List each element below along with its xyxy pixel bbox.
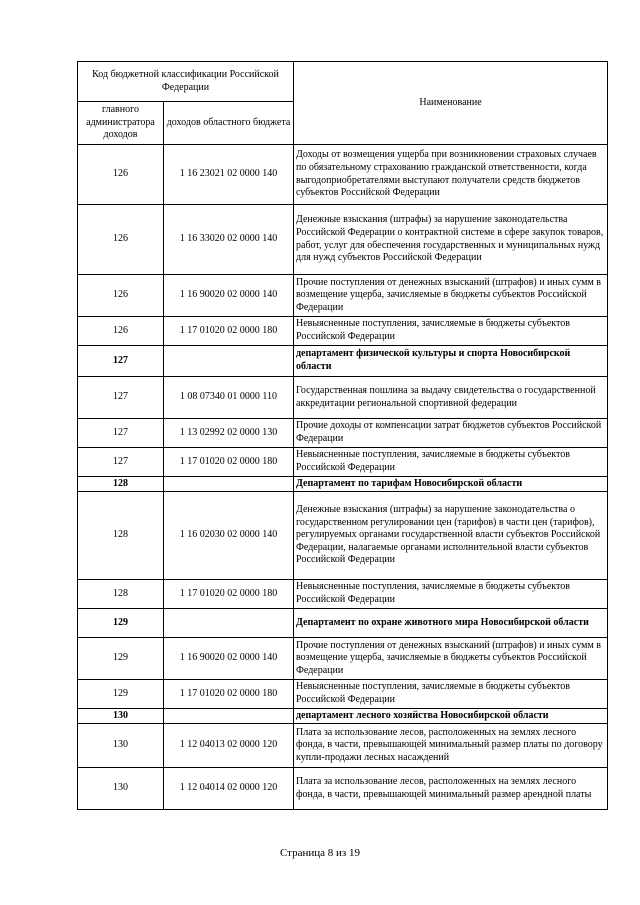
name-cell: Прочие поступления от денежных взысканий (штрафов) и иных сумм в возмещение ущерба, зачисляемые в бюджеты субъектов Российской Федерации — [294, 638, 608, 680]
budget-classification-table — [77, 61, 608, 810]
table-body — [78, 145, 608, 810]
admin-code-cell: 128 — [78, 477, 164, 492]
department-row — [78, 709, 608, 724]
name-cell: департамент физической культуры и спорта Новосибирской области — [294, 346, 608, 377]
admin-code-cell: 126 — [78, 317, 164, 346]
admin-code-cell: 126 — [78, 145, 164, 205]
revenue-code-cell: 1 16 90020 02 0000 140 — [164, 275, 294, 317]
name-cell: Денежные взыскания (штрафы) за нарушение законодательства Российской Федерации о контрактной системе в сфере закупок товаров, работ, услуг для обеспечения государственных и муниципальных нужд для нужд субъектов Российской Федерации — [294, 205, 608, 275]
department-row — [78, 609, 608, 638]
name-cell: Невыясненные поступления, зачисляемые в бюджеты субъектов Российской Федерации — [294, 448, 608, 477]
admin-code-cell: 129 — [78, 638, 164, 680]
admin-code-cell: 129 — [78, 680, 164, 709]
admin-code-cell: 130 — [78, 709, 164, 724]
table-row — [78, 638, 608, 680]
revenue-code-cell: 1 16 33020 02 0000 140 — [164, 205, 294, 275]
name-cell: Департамент по охране животного мира Новосибирской области — [294, 609, 608, 638]
revenue-code-cell: 1 17 01020 02 0000 180 — [164, 680, 294, 709]
revenue-code-cell — [164, 346, 294, 377]
table-row — [78, 680, 608, 709]
name-cell: Плата за использование лесов, расположенных на землях лесного фонда, в части, превышающей минимальный размер платы по договору купли-продажи лесных насаждений — [294, 724, 608, 768]
admin-code-cell: 126 — [78, 205, 164, 275]
table-row — [78, 275, 608, 317]
header-chief-administrator: главного администратора доходов — [78, 102, 164, 145]
table-row — [78, 580, 608, 609]
revenue-code-cell: 1 12 04014 02 0000 120 — [164, 768, 294, 810]
name-cell: Департамент по тарифам Новосибирской области — [294, 477, 608, 492]
table-row — [78, 317, 608, 346]
name-cell: Прочие поступления от денежных взысканий (штрафов) и иных сумм в возмещение ущерба, зачисляемые в бюджеты субъектов Российской Федерации — [294, 275, 608, 317]
revenue-code-cell: 1 17 01020 02 0000 180 — [164, 317, 294, 346]
revenue-code-cell — [164, 709, 294, 724]
table-row — [78, 377, 608, 419]
revenue-code-cell: 1 17 01020 02 0000 180 — [164, 448, 294, 477]
header-budget-code-group: Код бюджетной классификации Российской Федерации — [78, 62, 294, 102]
admin-code-cell: 127 — [78, 346, 164, 377]
name-cell: Невыясненные поступления, зачисляемые в бюджеты субъектов Российской Федерации — [294, 580, 608, 609]
name-cell: Прочие доходы от компенсации затрат бюджетов субъектов Российской Федерации — [294, 419, 608, 448]
name-cell: Доходы от возмещения ущерба при возникновении страховых случаев по обязательному страхованию гражданской ответственности, когда выгодоприобретателями выступают получатели средств бюджетов субъектов Российской Федерации — [294, 145, 608, 205]
department-row — [78, 477, 608, 492]
revenue-code-cell: 1 13 02992 02 0000 130 — [164, 419, 294, 448]
admin-code-cell: 128 — [78, 492, 164, 580]
revenue-code-cell: 1 12 04013 02 0000 120 — [164, 724, 294, 768]
table-row — [78, 724, 608, 768]
revenue-code-cell: 1 16 23021 02 0000 140 — [164, 145, 294, 205]
revenue-code-cell: 1 08 07340 01 0000 110 — [164, 377, 294, 419]
admin-code-cell: 127 — [78, 419, 164, 448]
name-cell: Государственная пошлина за выдачу свидетельства о государственной аккредитации региональной спортивной федерации — [294, 377, 608, 419]
admin-code-cell: 126 — [78, 275, 164, 317]
name-cell: Денежные взыскания (штрафы) за нарушение законодательства о государственном регулировании цен (тарифов) в части цен (тарифов), регулируемых органами государственной власти субъектов Российской Федерации, налагаемые органами исполнительной власти субъектов Российской Федерации — [294, 492, 608, 580]
table-row — [78, 768, 608, 810]
name-cell: Невыясненные поступления, зачисляемые в бюджеты субъектов Российской Федерации — [294, 680, 608, 709]
admin-code-cell: 130 — [78, 724, 164, 768]
revenue-code-cell: 1 17 01020 02 0000 180 — [164, 580, 294, 609]
revenue-code-cell: 1 16 90020 02 0000 140 — [164, 638, 294, 680]
admin-code-cell: 127 — [78, 448, 164, 477]
table-row — [78, 448, 608, 477]
table-row — [78, 419, 608, 448]
table-row — [78, 492, 608, 580]
name-cell: Невыясненные поступления, зачисляемые в бюджеты субъектов Российской Федерации — [294, 317, 608, 346]
header-regional-revenue: доходов областного бюджета — [164, 102, 294, 145]
department-row — [78, 346, 608, 377]
revenue-code-cell — [164, 477, 294, 492]
revenue-code-cell — [164, 609, 294, 638]
admin-code-cell: 129 — [78, 609, 164, 638]
revenue-code-cell: 1 16 02030 02 0000 140 — [164, 492, 294, 580]
admin-code-cell: 128 — [78, 580, 164, 609]
name-cell: департамент лесного хозяйства Новосибирской области — [294, 709, 608, 724]
table-row — [78, 145, 608, 205]
name-cell: Плата за использование лесов, расположенных на землях лесного фонда, в части, превышающей минимальный размер арендной платы — [294, 768, 608, 810]
admin-code-cell: 127 — [78, 377, 164, 419]
admin-code-cell: 130 — [78, 768, 164, 810]
table-row — [78, 205, 608, 275]
page-number: Страница 8 из 19 — [279, 847, 361, 859]
header-name: Наименование — [294, 62, 608, 145]
